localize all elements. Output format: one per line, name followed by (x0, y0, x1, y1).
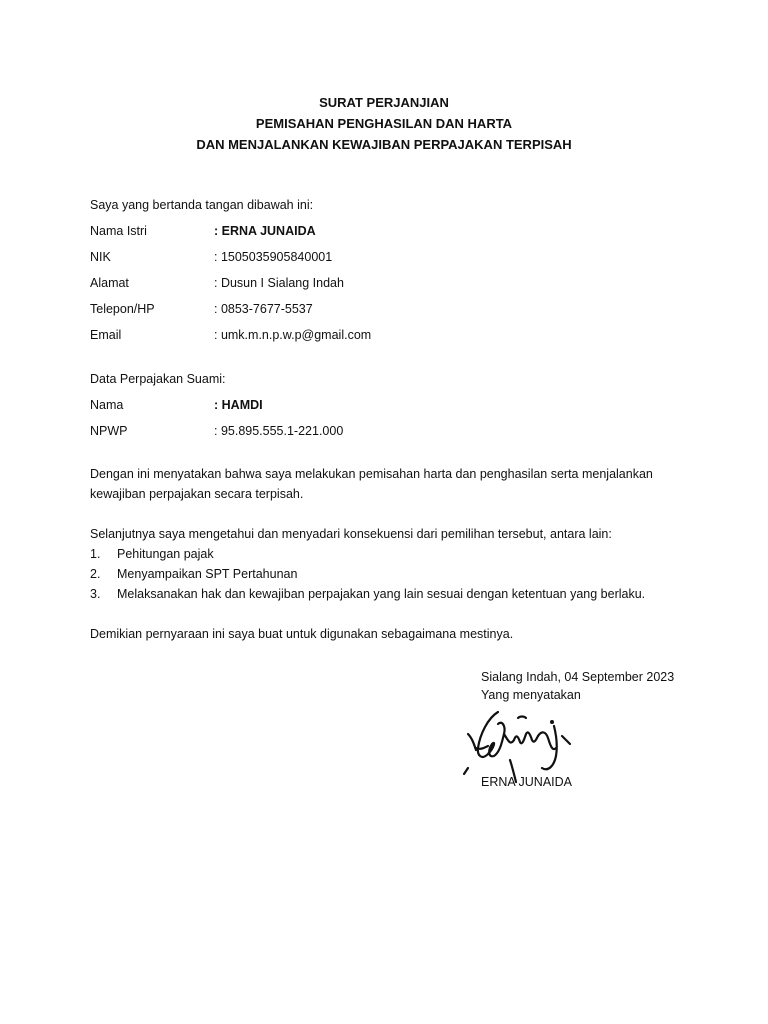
nik-value: : 1505035905840001 (214, 250, 333, 264)
statement-line-1: Dengan ini menyatakan bahwa saya melakukan pemisahan harta dan penghasilan serta menjalankan (90, 467, 653, 481)
phone-label: Telepon/HP (90, 302, 155, 316)
handwritten-signature (458, 704, 578, 786)
signature-place-date: Sialang Indah, 04 September 2023 (481, 670, 675, 684)
statement-line-2: kewajiban perpajakan secara terpisah. (90, 487, 304, 501)
husband-name-value: : HAMDI (214, 398, 263, 412)
list-item-number: 1. (90, 547, 101, 561)
husband-name-label: Nama (90, 398, 124, 412)
title-line-2: PEMISAHAN PENGHASILAN DAN HARTA (255, 116, 513, 131)
list-item-number: 2. (90, 567, 101, 581)
title-line-3: DAN MENJALANKAN KEWAJIBAN PERPAJAKAN TERPISAH (196, 137, 572, 152)
phone-value: : 0853-7677-5537 (214, 302, 313, 316)
email-label: Email (90, 328, 122, 342)
closing-text: Demikian pernyaraan ini saya buat untuk digunakan sebagaimana mestinya. (90, 627, 514, 641)
npwp-value: : 95.895.555.1-221.000 (214, 424, 344, 438)
address-value: : Dusun I Sialang Indah (214, 276, 344, 290)
signature-name: ERNA JUNAIDA (481, 775, 572, 789)
list-item-text: Melaksanakan hak dan kewajiban perpajakan yang lain sesuai dengan ketentuan yang berlaku. (117, 587, 646, 601)
npwp-label: NPWP (90, 424, 128, 438)
title-line-1: SURAT PERJANJIAN (319, 95, 449, 110)
wife-name-value: : ERNA JUNAIDA (214, 224, 316, 238)
husband-heading: Data Perpajakan Suami: (90, 372, 226, 386)
wife-name-label: Nama Istri (90, 224, 147, 238)
address-label: Alamat (90, 276, 129, 290)
list-item-number: 3. (90, 587, 101, 601)
signature-role: Yang menyatakan (481, 688, 581, 702)
email-value: : umk.m.n.p.w.p@gmail.com (214, 328, 372, 342)
intro-text: Saya yang bertanda tangan dibawah ini: (90, 198, 314, 212)
list-item-text: Pehitungan pajak (117, 547, 214, 561)
list-item-text: Menyampaikan SPT Pertahunan (117, 567, 298, 581)
nik-label: NIK (90, 250, 111, 264)
consequences-intro: Selanjutnya saya mengetahui dan menyadari konsekuensi dari pemilihan tersebut, antara lain: (90, 527, 612, 541)
